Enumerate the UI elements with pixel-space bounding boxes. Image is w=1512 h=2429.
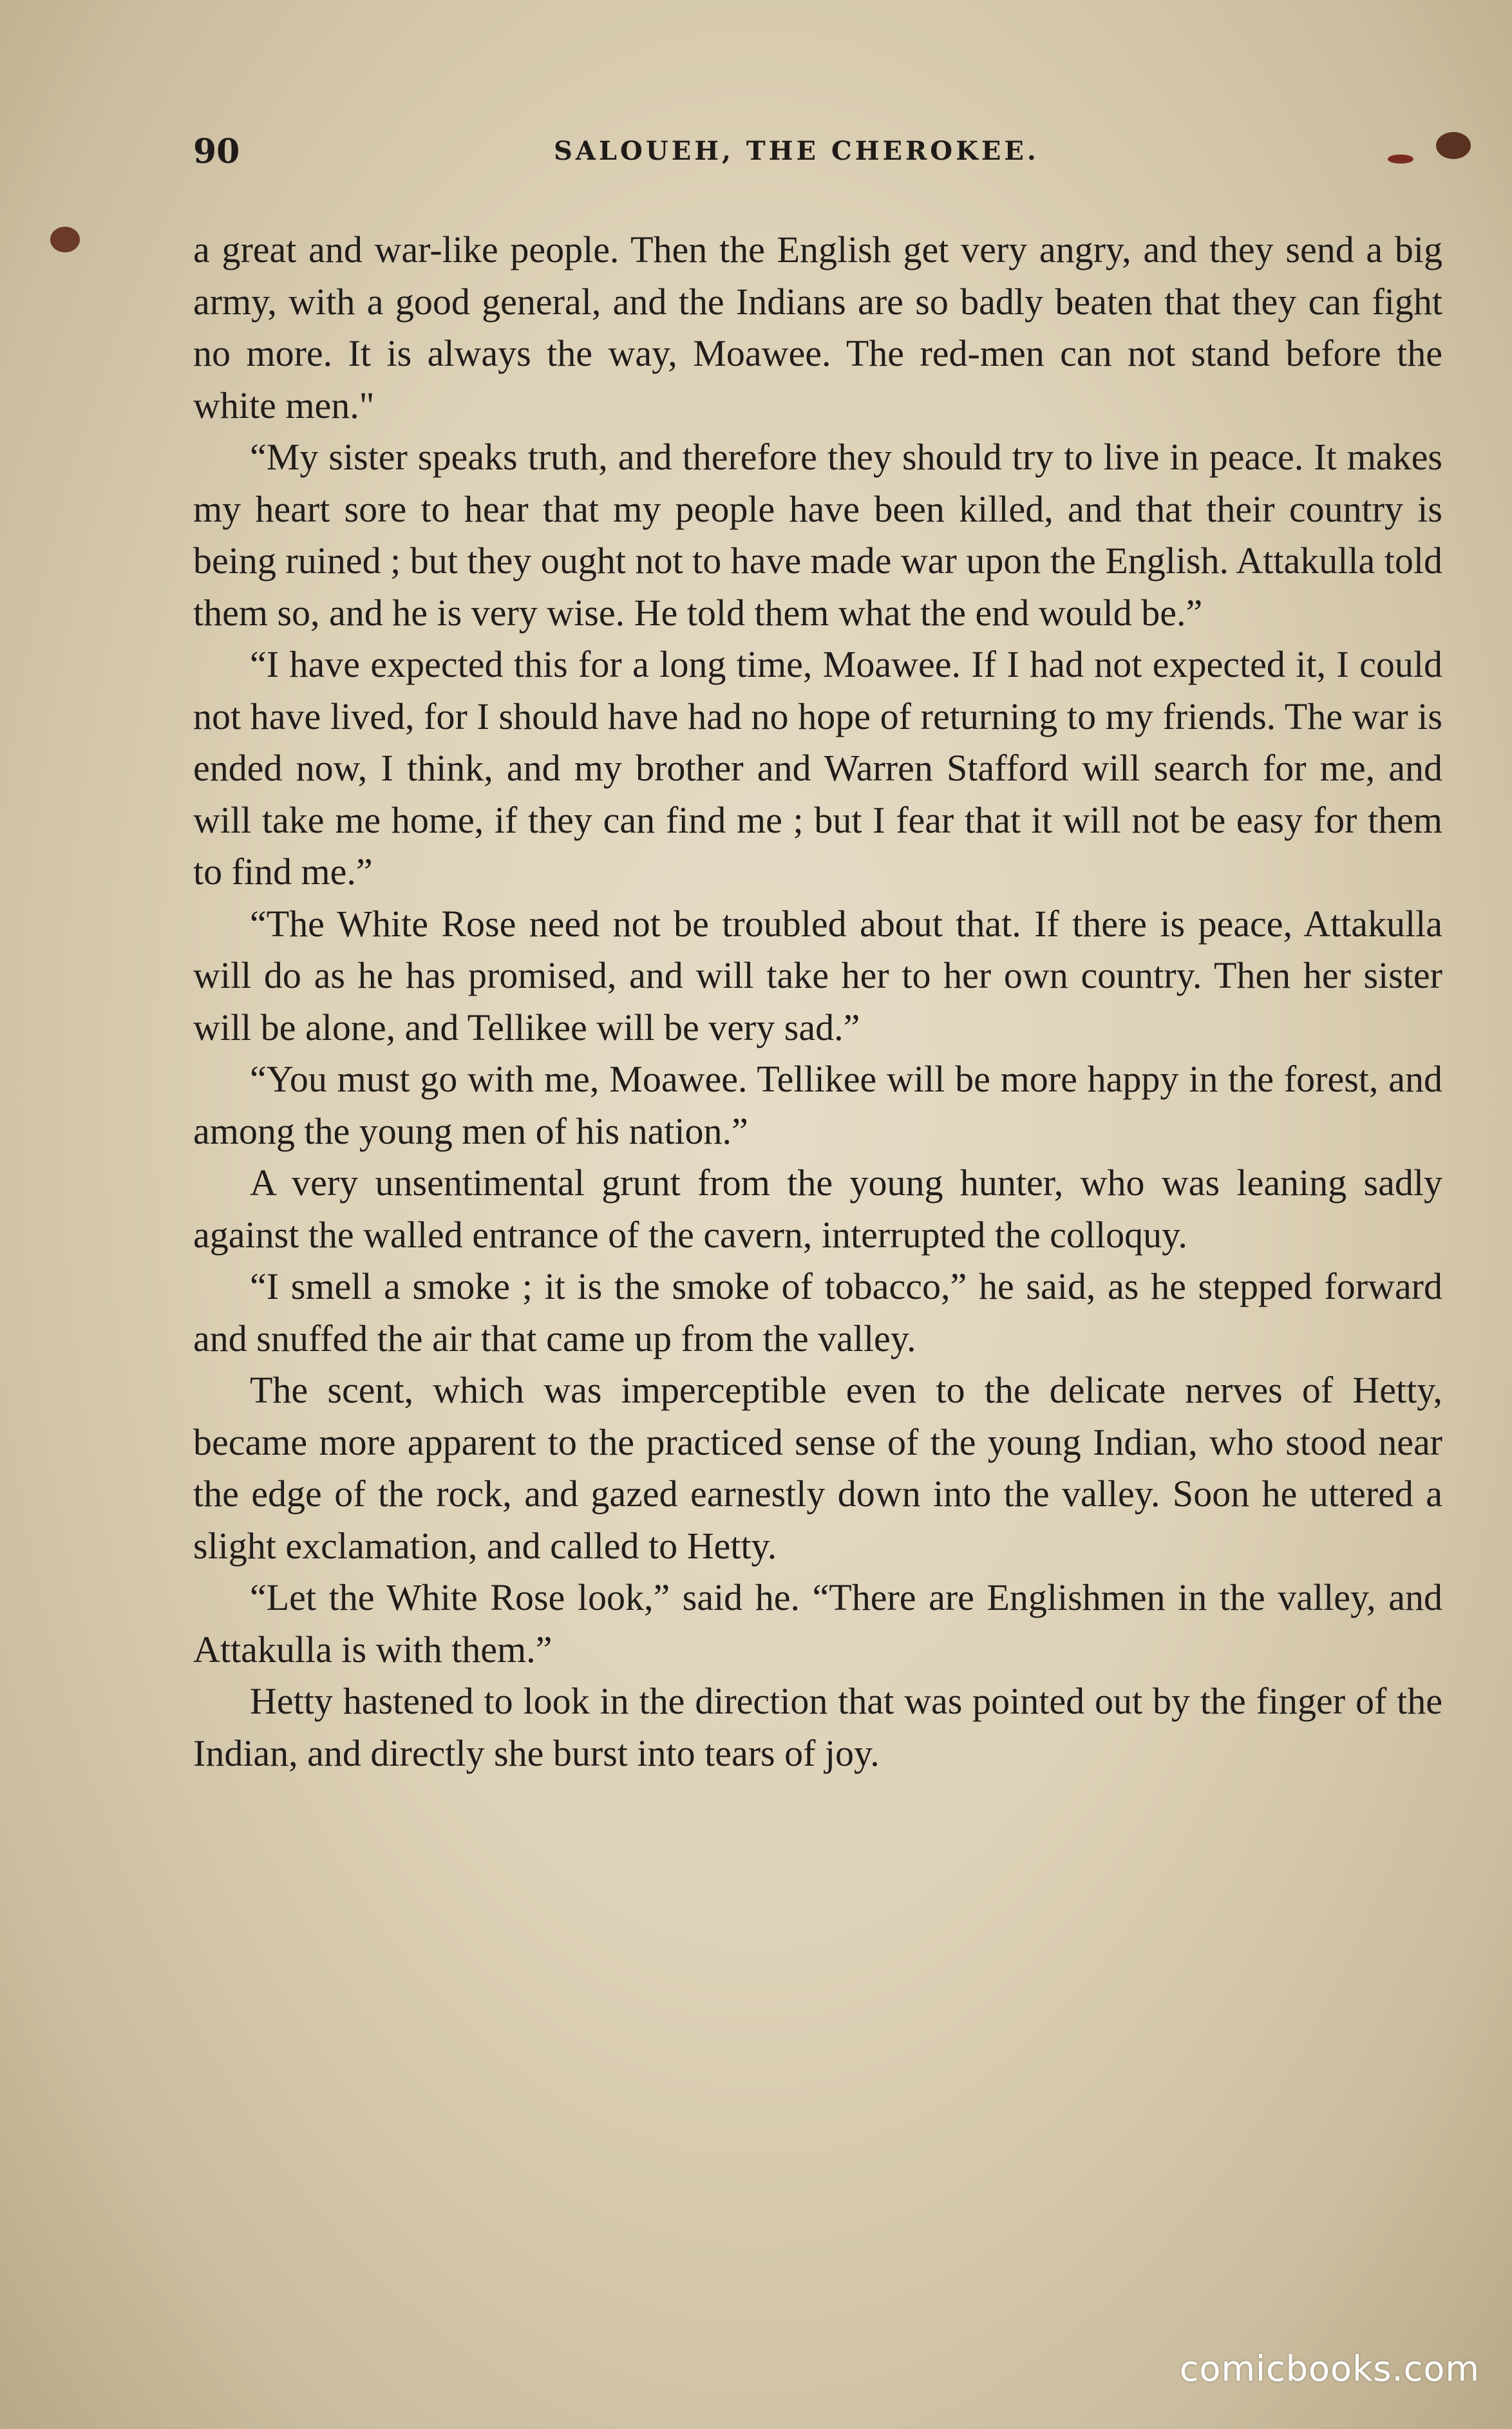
paragraph: The scent, which was imperceptible even to the delicate nerves of Hetty, became more apparent to the practiced sense of the young Indian, who stood near the edge of the rock, and gazed earnestly down into the valley. Soon he uttered a slight exclamation, and called to Hetty. [193,1369,1442,1567]
ink-stain [50,227,80,252]
paragraph: “My sister speaks truth, and therefore they should try to live in peace. It makes my heart sore to hear that my people have been killed, and that their country is being ruined ; but they ought not to have made war upon the English. Attakulla told them so, and he is very wise. He told them what the end would be.” [193,436,1442,634]
paragraph: “Let the White Rose look,” said he. “There are Englishmen in the valley, and Attakulla is with them.” [193,1576,1442,1670]
page-number: 90 [193,132,240,171]
paragraph: “I have expected this for a long time, Moawee. If I had not expected it, I could not have lived, for I should have had no hope of returning to my friends. The war is ended now, I think, and my brother and Warren Stafford will search for me, and will take me home, if they can find me ; but I fear that it will not be easy for them to find me.” [193,643,1442,893]
running-title: SALOUEH, THE CHEROKEE. [554,136,1039,166]
body-text [193,224,1442,1779]
paragraph: “I smell a smoke ; it is the smoke of tobacco,” he said, as he stepped forward and snuffed the air that came up from the valley. [193,1265,1442,1359]
paragraph: “The White Rose need not be troubled about that. If there is peace, Attakulla will do as he has promised, and will take her to her own country. Then her sister will be alone, and Tellikee will be very sad.” [193,902,1442,1048]
paragraph: a great and war-like people. Then the English get very angry, and they send a big army, with a good general, and the Indians are so badly beaten that they can fight no more. It is always the way, Moawee. The red-men can not stand before the white men." [193,229,1442,426]
paragraph: A very unsentimental grunt from the young hunter, who was leaning sadly against the walled entrance of the cavern, interrupted the colloquy. [193,1162,1442,1256]
paragraph: Hetty hastened to look in the direction that was pointed out by the finger of the Indian, and directly she burst into tears of joy. [193,1680,1442,1774]
paragraph: “You must go with me, Moawee. Tellikee will be more happy in the forest, and among the young men of his nation.” [193,1058,1442,1152]
watermark: comicbooks.com [1179,2349,1480,2389]
page-header [193,132,1442,177]
